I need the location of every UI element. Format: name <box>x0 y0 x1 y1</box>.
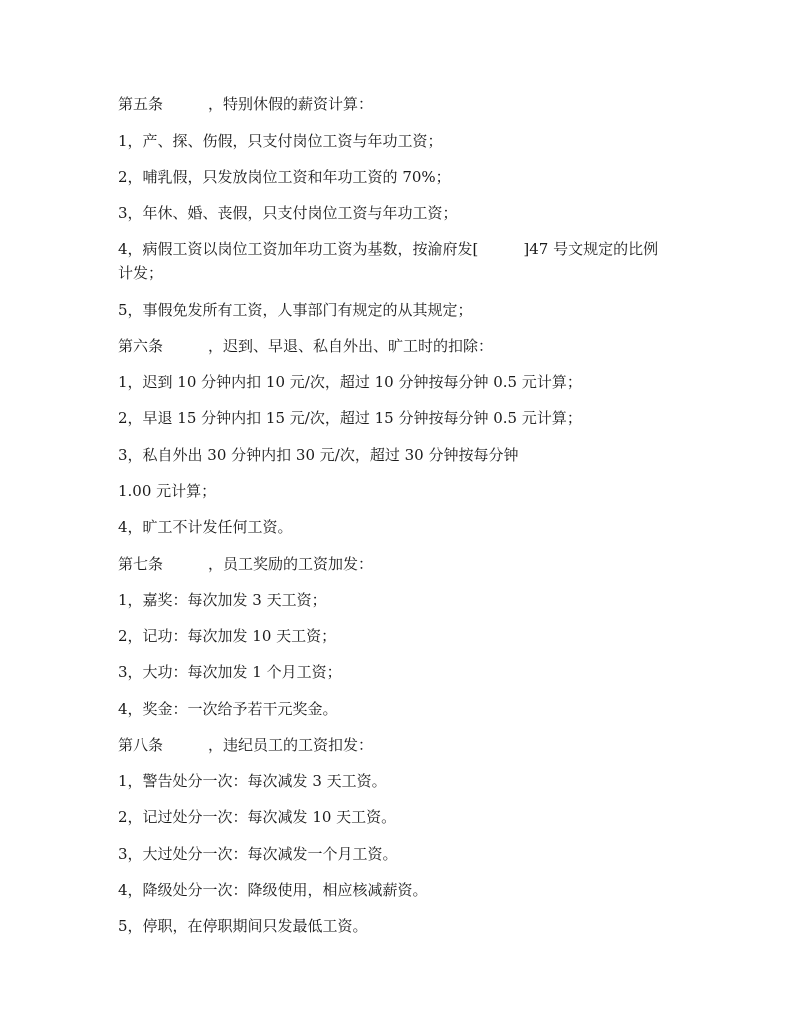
article-5-heading: 第五条 ，特别休假的薪资计算： <box>118 95 374 113</box>
article-6-item-4: 4，旷工不计发任何工资。 <box>118 518 293 536</box>
article-5-item-1: 1，产、探、伤假，只支付岗位工资与年功工资； <box>118 132 443 150</box>
article-7-heading: 第七条 ，员工奖励的工资加发： <box>118 555 374 573</box>
article-6-heading: 第六条 ，迟到、早退、私自外出、旷工时的扣除： <box>118 337 494 355</box>
article-6-item-2: 2，早退 15 分钟内扣 15 元/次，超过 15 分钟按每分钟 0.5 元计算； <box>118 409 582 427</box>
article-7-item-3: 3，大功：每次加发 1 个月工资； <box>118 663 342 681</box>
article-7-item-4: 4，奖金：一次给予若干元奖金。 <box>118 700 338 718</box>
article-5-item-5: 5，事假免发所有工资，人事部门有规定的从其规定； <box>118 301 473 319</box>
article-8-item-4: 4，降级处分一次：降级使用，相应核减薪资。 <box>118 881 428 899</box>
article-5-item-2: 2，哺乳假，只发放岗位工资和年功工资的 70%； <box>118 168 451 186</box>
article-8-item-5: 5，停职，在停职期间只发最低工资。 <box>118 917 368 935</box>
article-8-heading: 第八条 ，违纪员工的工资扣发： <box>118 736 374 754</box>
article-7-item-2: 2，记功：每次加发 10 天工资； <box>118 627 337 645</box>
article-6-item-3-continued: 1.00 元计算； <box>118 482 217 500</box>
article-8-item-2: 2，记过处分一次：每次减发 10 天工资。 <box>118 808 397 826</box>
article-8-item-1: 1，警告处分一次：每次减发 3 天工资。 <box>118 772 387 790</box>
article-5-item-3: 3，年休、婚、丧假，只支付岗位工资与年功工资； <box>118 204 458 222</box>
article-7-item-1: 1，嘉奖：每次加发 3 天工资； <box>118 591 327 609</box>
article-8-item-3: 3，大过处分一次：每次减发一个月工资。 <box>118 845 398 863</box>
article-5-item-4: 4，病假工资以岗位工资加年功工资为基数，按渝府发[ ]47 号文规定的比例 <box>118 240 659 258</box>
article-6-item-3: 3，私自外出 30 分钟内扣 30 元/次，超过 30 分钟按每分钟 <box>118 446 519 464</box>
article-5-item-4-continued: 计发； <box>118 264 164 282</box>
article-6-item-1: 1，迟到 10 分钟内扣 10 元/次，超过 10 分钟按每分钟 0.5 元计算； <box>118 373 582 391</box>
